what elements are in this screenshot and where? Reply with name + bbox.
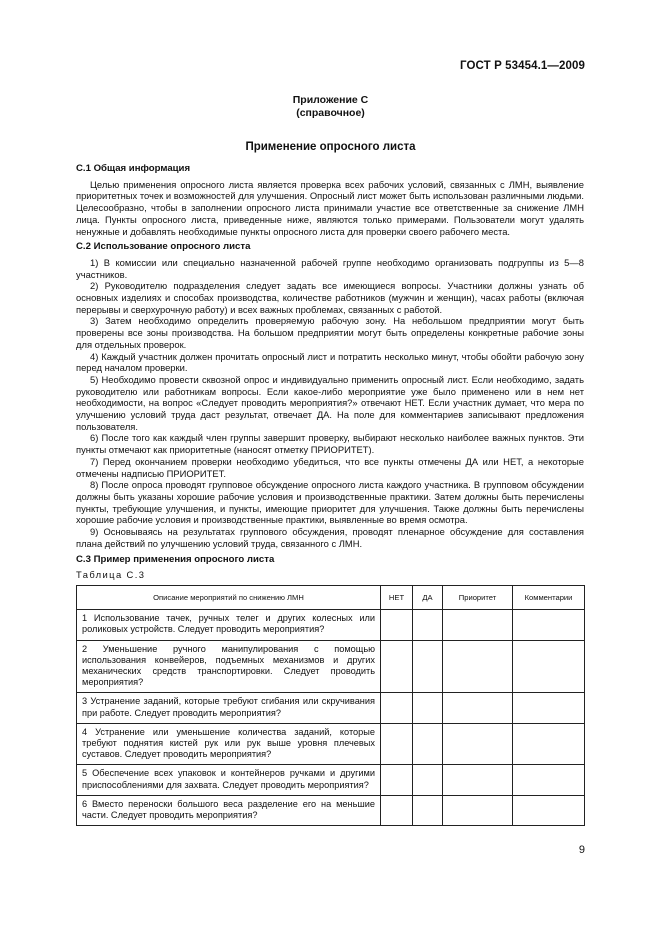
document-body — [76, 163, 584, 826]
section-heading: С.1 Общая информация — [76, 163, 191, 174]
table-row — [77, 765, 585, 795]
yes-cell[interactable] — [413, 693, 443, 723]
comments-cell[interactable] — [513, 723, 585, 765]
column-header-priority: Приоритет — [443, 585, 513, 609]
section-title: Применение опросного листа — [245, 141, 416, 153]
column-header-yes: ДА — [413, 585, 443, 609]
priority-cell[interactable] — [443, 610, 513, 640]
row-description: 4 Устранение или уменьшение количества заданий, которые требуют поднятия кистей рук или рук выше уровня плечевых суставов. Следует проводить мероприятия? — [77, 723, 381, 765]
yes-cell[interactable] — [413, 610, 443, 640]
yes-cell[interactable] — [413, 723, 443, 765]
row-description: 5 Обеспечение всех упаковок и контейнеров ручками и другими приспособлениями для захвата. Следует проводить мероприятия? — [77, 765, 381, 795]
paragraph: Целью применения опросного листа является проверка всех рабочих условий, связанных с ЛМН, выявление приоритетных точек и возможностей для улучшения. Опросный лист может быть использован различными людьми. Целесообразно, чтобы в заполнении опросного листа принимали участие все ответственные за снижение ЛМН лица. Пункты опросного листа, приведенные ниже, являются только примерами. Пользователи могут удалять ненужные и добавлять необходимые пункты опросного листа для проверки своего рабочего места. — [76, 178, 584, 237]
section-c3 — [76, 554, 584, 566]
comments-cell[interactable] — [513, 693, 585, 723]
checklist-table — [76, 585, 585, 826]
table-header-row — [77, 585, 585, 609]
priority-cell[interactable] — [443, 723, 513, 765]
no-cell[interactable] — [381, 723, 413, 765]
comments-cell[interactable] — [513, 640, 585, 693]
paragraph: 7) Перед окончанием проверки необходимо убедиться, что все пункты отмечены ДА или НЕТ, а некоторые отмечены надписью ПРИОРИТЕТ. — [76, 455, 584, 479]
no-cell[interactable] — [381, 610, 413, 640]
comments-cell[interactable] — [513, 765, 585, 795]
no-cell[interactable] — [381, 765, 413, 795]
table-caption: Таблица С.3 — [76, 569, 146, 581]
yes-cell[interactable] — [413, 765, 443, 795]
row-description: 1 Использование тачек, ручных телег и других колесных или роликовых устройств. Следует проводить мероприятия? — [77, 610, 381, 640]
column-header-comments: Комментарии — [513, 585, 585, 609]
paragraph: 8) После опроса проводят групповое обсуждение опросного листа каждого участника. В групповом обсуждении должны быть указаны хорошие рабочие условия и производственные практики. Затем должны быть перечислены пункты, требующие улучшения, и пункты, имеющие приоритет для улучшения. Также должны быть перечислены хорошие рабочие условия и производственные практики, выявленные во время осмотра. — [76, 479, 584, 526]
section-heading: С.3 Пример применения опросного листа — [76, 553, 275, 565]
section-heading: С.2 Использование опросного листа — [76, 241, 251, 253]
annex-heading — [0, 94, 661, 120]
comments-cell[interactable] — [513, 610, 585, 640]
standard-header: ГОСТ Р 53454.1—2009 — [460, 60, 585, 72]
row-description: 3 Устранение заданий, которые требуют сгибания или скручивания при работе. Следует проводить мероприятия? — [77, 693, 381, 723]
priority-cell[interactable] — [443, 640, 513, 693]
table-row — [77, 723, 585, 765]
comments-cell[interactable] — [513, 795, 585, 825]
paragraph: 5) Необходимо провести сквозной опрос и индивидуально применить опросный лист. Если необходимо, задать руководителю или работникам вопросы. Если какое-либо мероприятие уже было применено или в нем нет необходимости, на вопрос «Следует проводить мероприятия?» отвечают НЕТ. Если участник думает, что мера по улучшению условий труда даст результат, отвечает ДА. На поле для комментариев записывают предложения пользователя. — [76, 373, 584, 432]
column-header-description: Описание мероприятий по снижению ЛМН — [77, 585, 381, 609]
no-cell[interactable] — [381, 640, 413, 693]
table-row — [77, 610, 585, 640]
section-c1 — [76, 163, 584, 237]
yes-cell[interactable] — [413, 795, 443, 825]
yes-cell[interactable] — [413, 640, 443, 693]
annex-note: (справочное) — [296, 107, 365, 119]
paragraph: 3) Затем необходимо определить проверяемую рабочую зону. На небольшом предприятии могут быть проверены все зоны производства. На большом предприятии могут быть определены конкретные рабочие зоны для отдельных проверок. — [76, 315, 584, 350]
paragraph: 6) После того как каждый член группы завершит проверку, выбирают несколько наиболее важных пунктов. Эти пункты отмечают как приоритетные (наносят отметку ПРИОРИТЕТ). — [76, 432, 584, 456]
paragraph: 9) Основываясь на результатах группового обсуждения, проводят пленарное обсуждение для составления плана действий по улучшению условий труда, связанного с ЛМН. — [76, 526, 584, 549]
priority-cell[interactable] — [443, 765, 513, 795]
column-header-no: НЕТ — [381, 585, 413, 609]
section-c2 — [76, 241, 584, 549]
no-cell[interactable] — [381, 795, 413, 825]
paragraph: 1) В комиссии или специально назначенной рабочей группе необходимо организовать подгруппы из 5—8 участников. — [76, 256, 584, 280]
paragraph: 4) Каждый участник должен прочитать опросный лист и потратить несколько минут, чтобы обойти рабочую зону перед началом проверки. — [76, 350, 584, 374]
row-description: 6 Вместо переноски большого веса разделение его на меньшие части. Следует проводить мероприятия? — [77, 795, 381, 825]
row-description: 2 Уменьшение ручного манипулирования с помощью использования конвейеров, подъемных механизмов и других механических средств транспортировки. Следует проводить мероприятия? — [77, 640, 381, 693]
priority-cell[interactable] — [443, 795, 513, 825]
priority-cell[interactable] — [443, 693, 513, 723]
annex-title: Приложение С — [292, 94, 369, 106]
table-row — [77, 640, 585, 693]
no-cell[interactable] — [381, 693, 413, 723]
page-number: 9 — [578, 844, 585, 856]
paragraph: 2) Руководителю подразделения следует задать все имеющиеся вопросы. Участники должны узнать об основных изделиях и способах производства, количестве работников (мужчин и женщин), часах работы (включая перерывы и сверхурочную работу) и всех важных проблемах, связанных с работой. — [76, 280, 584, 315]
table-row — [77, 693, 585, 723]
table-row — [77, 795, 585, 825]
